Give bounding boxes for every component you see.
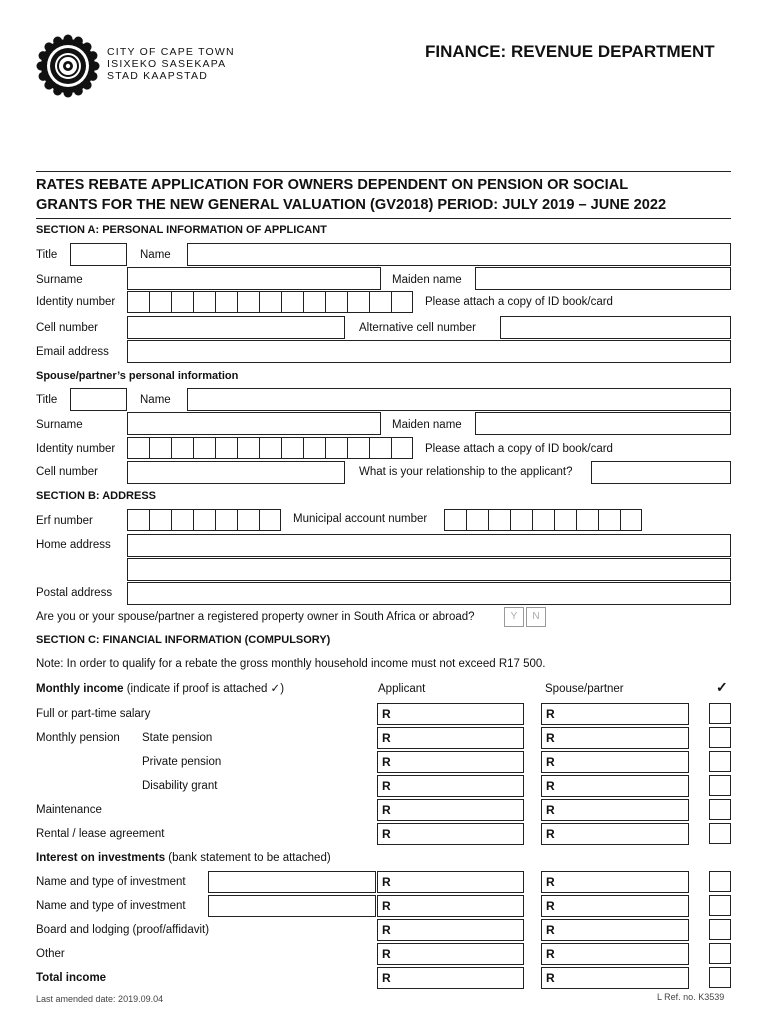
email-field[interactable] [127,340,731,363]
rental-proof-checkbox[interactable] [709,823,731,844]
spouse-maiden-label: Maiden name [392,419,462,431]
rental-spouse-field[interactable]: R [541,823,689,845]
proof-check-header: ✓ [716,679,728,695]
investment-1-spouse-field[interactable]: R [541,871,689,893]
investment-2-proof-checkbox[interactable] [709,895,731,916]
maintenance-spouse-field[interactable]: R [541,799,689,821]
municipal-account-field[interactable] [444,509,642,531]
state-pension-label: State pension [142,732,213,744]
spouse-id-copy-note: Please attach a copy of ID book/card [425,443,613,455]
interest-note: (bank statement to be attached) [165,852,331,864]
spouse-heading: Spouse/partner’s personal information [36,370,239,382]
section-a-heading: SECTION A: PERSONAL INFORMATION OF APPLICANT [36,224,327,236]
identity-number-label: Identity number [36,296,116,308]
spouse-id-label: Identity number [36,443,116,455]
disability-grant-label: Disability grant [142,780,218,792]
other-proof-checkbox[interactable] [709,943,731,964]
investment-1-proof-checkbox[interactable] [709,871,731,892]
other-income-label: Other [36,948,65,960]
org-line-3: STAD KAAPSTAD [107,70,208,82]
email-label: Email address [36,346,109,358]
applicant-column-header: Applicant [378,683,426,695]
board-lodging-label: Board and lodging (proof/affidavit) [36,924,210,936]
private-pension-proof-checkbox[interactable] [709,751,731,772]
reference-number: L Ref. no. K3539 [657,992,725,1002]
private-pension-label: Private pension [142,756,222,768]
monthly-income-note: (indicate if proof is attached ✓) [123,683,285,695]
spouse-title-field[interactable] [70,388,127,411]
maintenance-label: Maintenance [36,804,102,816]
org-line-2: ISIXEKO SASEKAPA [107,58,227,70]
other-spouse-field[interactable]: R [541,943,689,965]
home-address-line-2[interactable] [127,558,731,581]
name-field[interactable] [187,243,731,266]
spouse-id-field[interactable] [127,437,413,459]
state-pension-applicant-field[interactable]: R [377,727,524,749]
section-c-heading: SECTION C: FINANCIAL INFORMATION (COMPULSORY) [36,634,331,646]
investment-2-label: Name and type of investment [36,900,186,912]
disability-grant-spouse-field[interactable]: R [541,775,689,797]
postal-address-field[interactable] [127,582,731,605]
investment-1-applicant-field[interactable]: R [377,871,524,893]
spouse-column-header: Spouse/partner [545,683,624,695]
title-field[interactable] [70,243,127,266]
spouse-surname-field[interactable] [127,412,381,435]
spouse-title-label: Title [36,394,58,406]
identity-number-field[interactable] [127,291,413,313]
property-owner-question: Are you or your spouse/partner a registered property owner in South Africa or abroad? [36,611,475,623]
cell-number-field[interactable] [127,316,345,339]
relationship-field[interactable] [591,461,731,484]
monthly-pension-label: Monthly pension [36,732,120,744]
owner-no-box[interactable]: N [526,607,546,627]
disability-grant-proof-checkbox[interactable] [709,775,731,796]
board-lodging-proof-checkbox[interactable] [709,919,731,940]
monthly-income-heading [36,682,284,696]
disability-grant-applicant-field[interactable]: R [377,775,524,797]
form-title-line-2: GRANTS FOR THE NEW GENERAL VALUATION (GV2018) PERIOD: JULY 2019 – JUNE 2022 [36,197,667,213]
form-title [36,175,666,215]
last-amended-date: Last amended date: 2019.09.04 [36,994,164,1004]
maiden-name-field[interactable] [475,267,731,290]
rental-applicant-field[interactable]: R [377,823,524,845]
investment-2-spouse-field[interactable]: R [541,895,689,917]
income-note: Note: In order to qualify for a rebate the gross monthly household income must not exceed R17 500. [36,658,546,670]
municipal-account-label: Municipal account number [293,513,428,525]
org-name [107,46,235,82]
investment-1-label: Name and type of investment [36,876,186,888]
spouse-name-field[interactable] [187,388,731,411]
private-pension-spouse-field[interactable]: R [541,751,689,773]
rental-label: Rental / lease agreement [36,828,165,840]
other-applicant-field[interactable]: R [377,943,524,965]
total-proof-checkbox[interactable] [709,967,731,988]
title-rule [36,171,731,172]
spouse-cell-field[interactable] [127,461,345,484]
title-label: Title [36,249,58,261]
board-lodging-spouse-field[interactable]: R [541,919,689,941]
home-address-label: Home address [36,539,111,551]
salary-spouse-field[interactable]: R [541,703,689,725]
maintenance-proof-checkbox[interactable] [709,799,731,820]
erf-number-label: Erf number [36,515,93,527]
investment-1-name-field[interactable] [208,871,376,893]
cell-number-label: Cell number [36,322,98,334]
investment-2-applicant-field[interactable]: R [377,895,524,917]
state-pension-spouse-field[interactable]: R [541,727,689,749]
spouse-surname-label: Surname [36,419,83,431]
total-spouse-field[interactable]: R [541,967,689,989]
city-logo-icon [36,34,100,98]
maiden-name-label: Maiden name [392,274,462,286]
monthly-income-bold: Monthly income [36,683,124,695]
postal-address-label: Postal address [36,587,113,599]
home-address-line-1[interactable] [127,534,731,557]
surname-field[interactable] [127,267,381,290]
relationship-label: What is your relationship to the applicant? [359,466,573,478]
investment-2-name-field[interactable] [208,895,376,917]
total-income-label: Total income [36,972,107,984]
state-pension-proof-checkbox[interactable] [709,727,731,748]
name-label: Name [140,249,171,261]
id-copy-note: Please attach a copy of ID book/card [425,296,613,308]
private-pension-applicant-field[interactable]: R [377,751,524,773]
spouse-maiden-field[interactable] [475,412,731,435]
interest-heading [36,851,331,865]
salary-label: Full or part-time salary [36,708,151,720]
surname-label: Surname [36,274,83,286]
alt-cell-number-label: Alternative cell number [359,322,476,334]
erf-number-field[interactable] [127,509,281,531]
maintenance-applicant-field[interactable]: R [377,799,524,821]
interest-bold: Interest on investments [36,852,166,864]
spouse-name-label: Name [140,394,171,406]
salary-proof-checkbox[interactable] [709,703,731,724]
form-title-line-1: RATES REBATE APPLICATION FOR OWNERS DEPENDENT ON PENSION OR SOCIAL [36,177,629,193]
title-rule-bottom [36,218,731,219]
department-title: FINANCE: REVENUE DEPARTMENT [425,42,715,61]
spouse-cell-label: Cell number [36,466,98,478]
board-lodging-applicant-field[interactable]: R [377,919,524,941]
salary-applicant-field[interactable]: R [377,703,524,725]
org-line-1: CITY OF CAPE TOWN [107,46,235,58]
section-b-heading: SECTION B: ADDRESS [36,490,156,502]
alt-cell-number-field[interactable] [500,316,731,339]
owner-yes-box[interactable]: Y [504,607,524,627]
total-applicant-field[interactable]: R [377,967,524,989]
